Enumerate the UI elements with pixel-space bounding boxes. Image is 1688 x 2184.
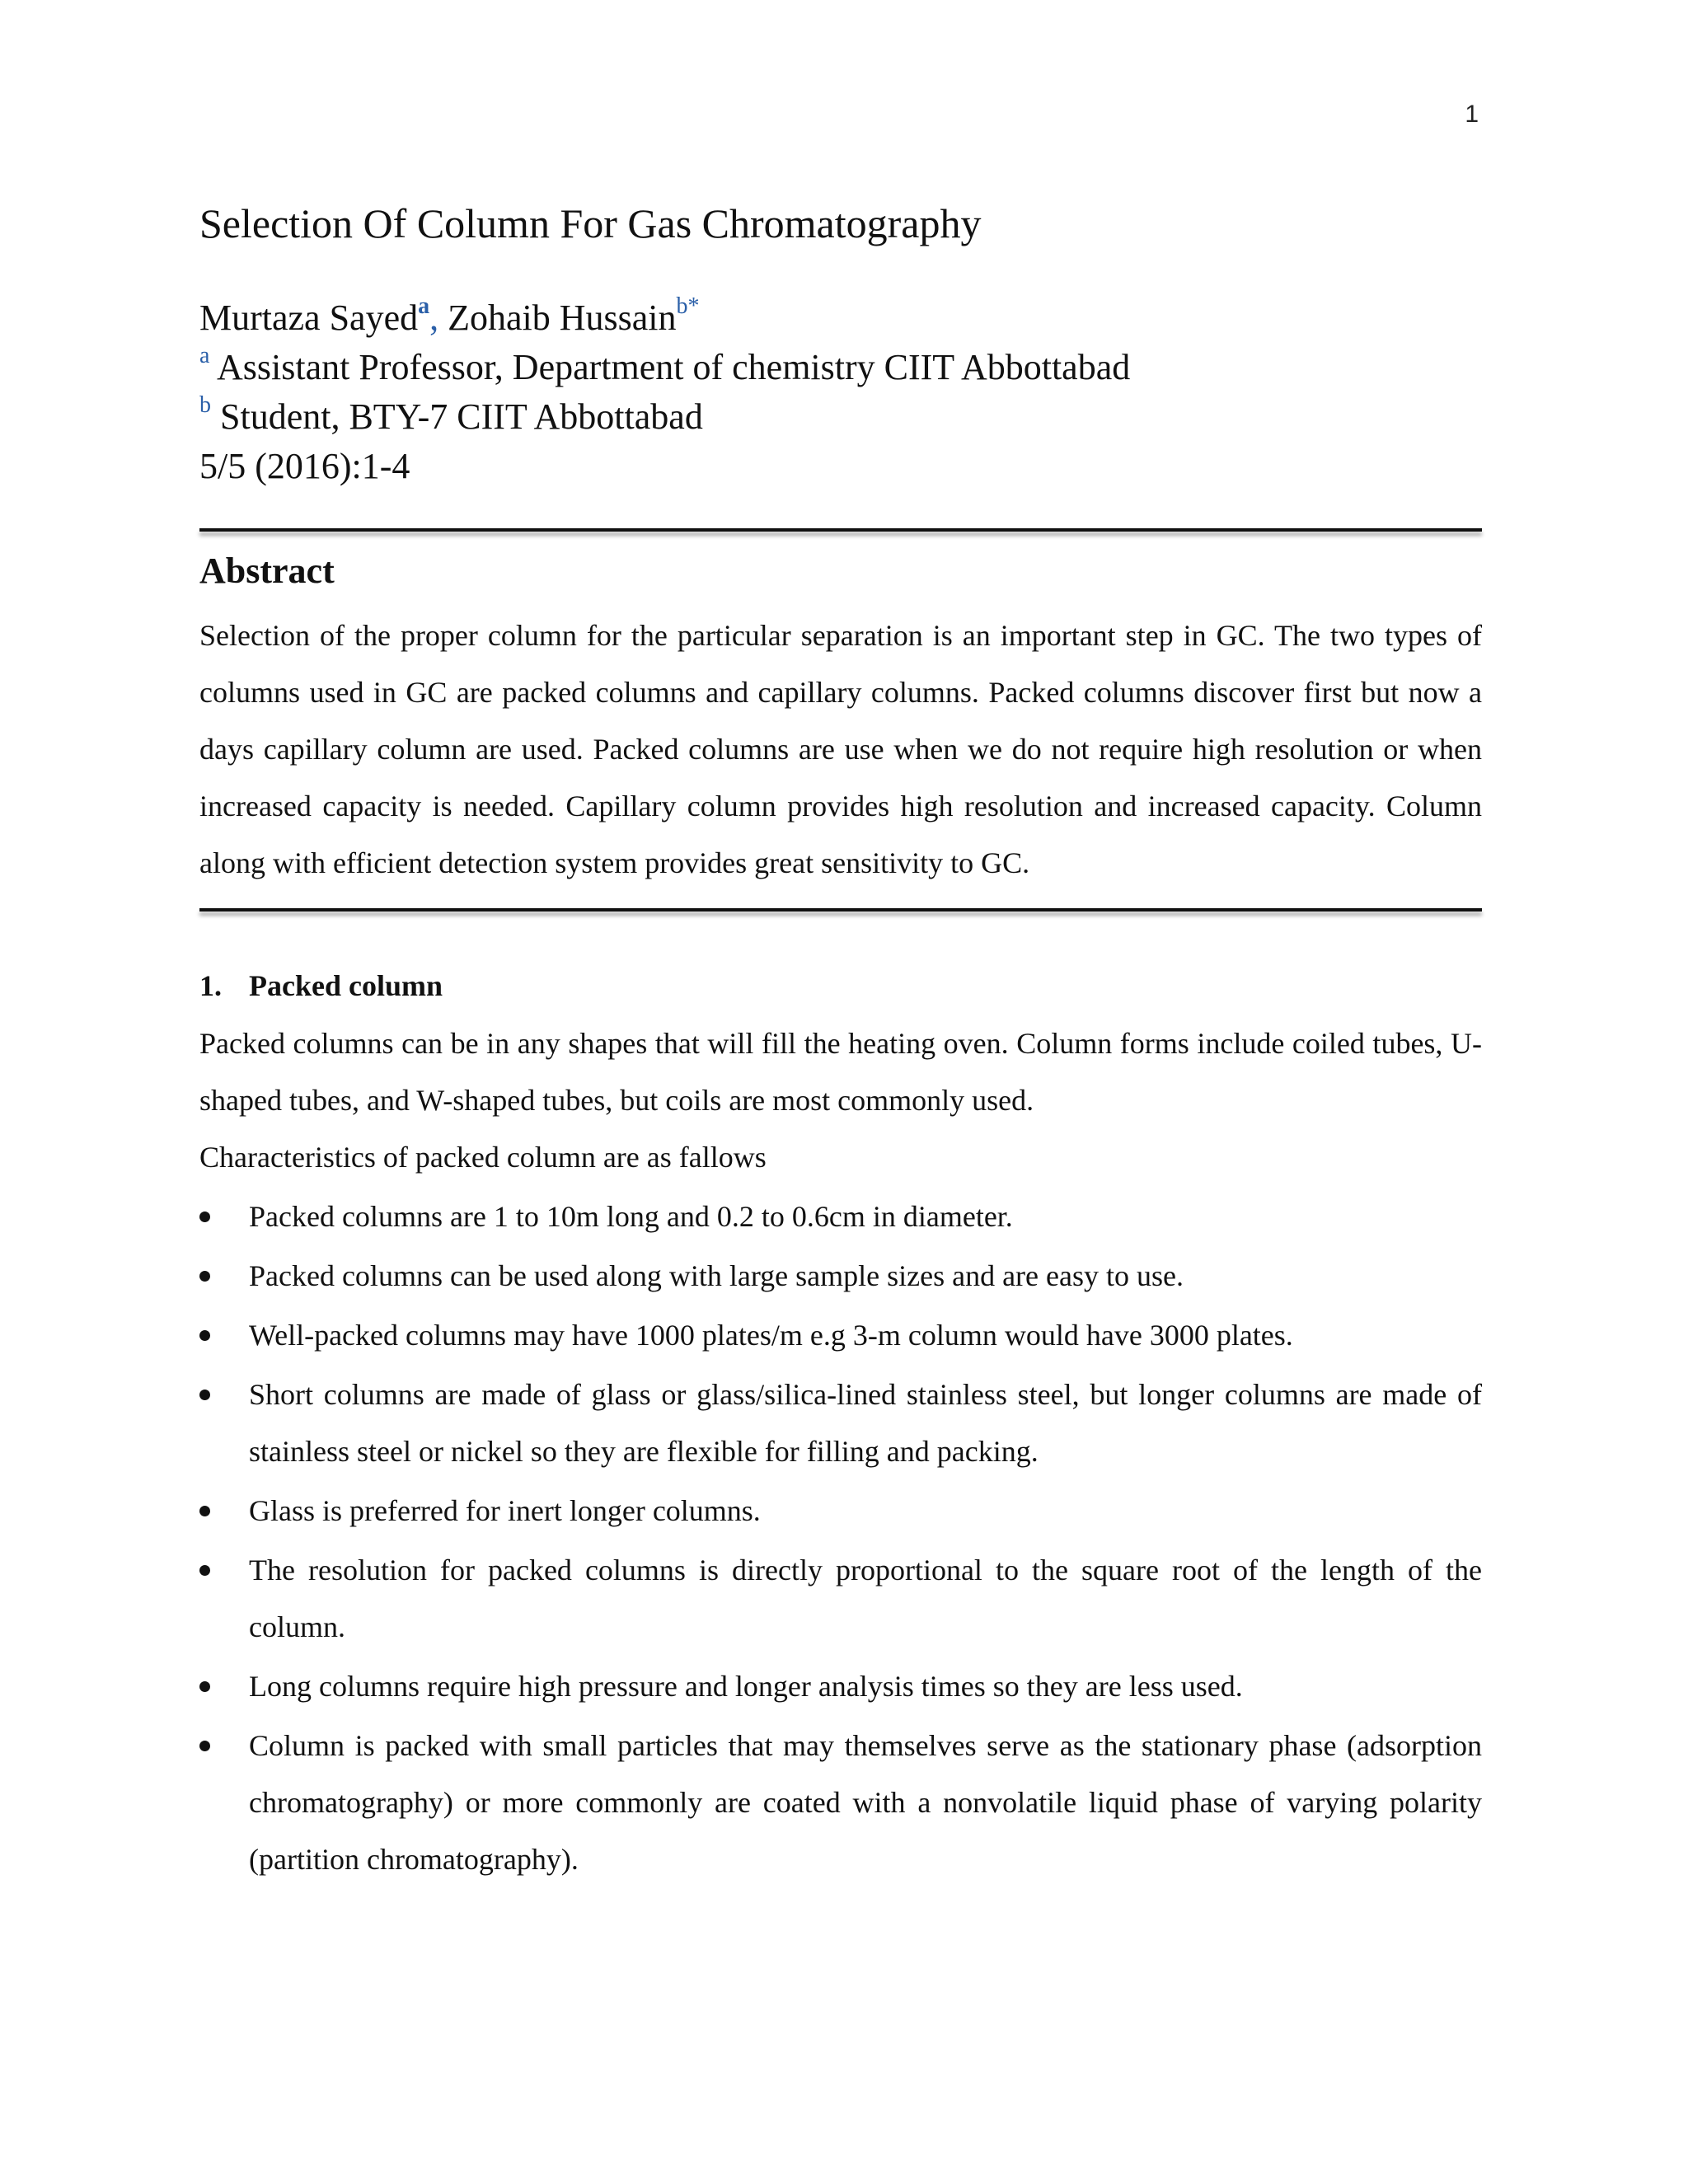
section-number: 1. (199, 969, 222, 1002)
paper-content (199, 194, 1482, 1888)
list-item (199, 1248, 1482, 1305)
list-item-text: The resolution for packed columns is directly proportional to the square root of the length of the column. (249, 1554, 1482, 1643)
bullet-icon (199, 1390, 210, 1400)
author-name: Zohaib Hussain (448, 298, 677, 338)
bullet-icon (199, 1212, 210, 1222)
affiliation (199, 392, 1482, 442)
bullet-icon (199, 1330, 210, 1341)
author-line (199, 293, 1482, 343)
section-paragraph: Packed columns can be in any shapes that will fill the heating oven. Column forms include coiled tubes, U-shaped tubes, and W-shaped tubes, but coils are most commonly used. (199, 1027, 1482, 1117)
affiliation-mark: b* (676, 293, 700, 319)
affiliation-mark: b (199, 392, 211, 418)
list-item (199, 1718, 1482, 1888)
affiliation-text: Assistant Professor, Department of chemistry CIIT Abbottabad (217, 347, 1131, 387)
list-item (199, 1366, 1482, 1480)
list-item (199, 1542, 1482, 1656)
bullet-icon (199, 1506, 210, 1516)
bullet-icon (199, 1741, 210, 1751)
divider-rule (199, 908, 1482, 912)
author-separator: , (429, 298, 439, 338)
list-item (199, 1483, 1482, 1540)
affiliation-text: Student, BTY-7 CIIT Abbottabad (220, 396, 703, 437)
abstract-heading: Abstract (199, 551, 335, 591)
list-item (199, 1188, 1482, 1245)
affiliation (199, 343, 1482, 392)
divider-rule (199, 528, 1482, 532)
list-item (199, 1658, 1482, 1715)
bullet-icon (199, 1565, 210, 1576)
citation: 5/5 (2016):1-4 (199, 446, 410, 486)
list-item-text: Packed columns can be used along with large sample sizes and are easy to use. (249, 1259, 1184, 1292)
list-item (199, 1307, 1482, 1364)
list-item-text: Well-packed columns may have 1000 plates/m e.g 3-m column would have 3000 plates. (249, 1319, 1293, 1352)
characteristics-intro: Characteristics of packed column are as fallows (199, 1141, 767, 1174)
list-item-text: Long columns require high pressure and longer analysis times so they are less used. (249, 1670, 1243, 1703)
affiliation-mark: a (199, 343, 210, 368)
list-item-text: Glass is preferred for inert longer columns. (249, 1494, 761, 1527)
page-number: 1 (1465, 101, 1479, 128)
section-heading (199, 961, 1482, 1010)
author-name: Murtaza Sayed (199, 298, 419, 338)
affiliation-mark: a (418, 293, 430, 319)
bullet-icon (199, 1271, 210, 1282)
list-item-text: Short columns are made of glass or glass/silica-lined stainless steel, but longer columns are made of stainless steel or nickel so they are flexible for filling and packing. (249, 1378, 1482, 1468)
list-item-text: Packed columns are 1 to 10m long and 0.2 to 0.6cm in diameter. (249, 1200, 1013, 1233)
characteristics-list (199, 1188, 1482, 1888)
paper-title: Selection Of Column For Gas Chromatography (199, 200, 982, 246)
list-item-text: Column is packed with small particles that may themselves serve as the stationary phase (adsorption chromatography) or more commonly are coated with a nonvolatile liquid phase of varying polarity (partition chromatography). (249, 1729, 1482, 1876)
section-title: Packed column (249, 969, 443, 1002)
abstract-text: Selection of the proper column for the particular separation is an important step in GC. The two types of columns used in GC are packed columns and capillary columns. Packed columns discover first but now a days capillary column are used. Packed columns are use when we do not require high resolution or when increased capacity is needed. Capillary column provides high resolution and increased capacity. Column along with efficient detection system provides great sensitivity to GC. (199, 619, 1482, 879)
bullet-icon (199, 1681, 210, 1692)
